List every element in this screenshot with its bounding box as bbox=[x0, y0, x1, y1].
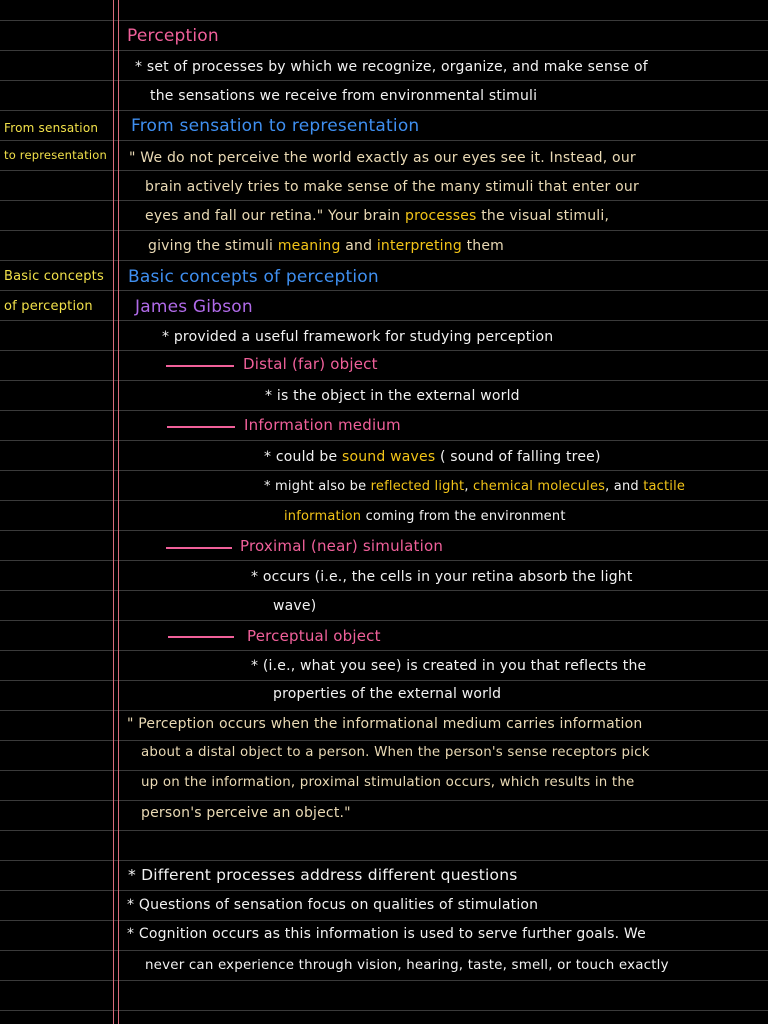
block-quote-line-1: " Perception occurs when the informational medium carries information bbox=[127, 716, 643, 732]
distal-note: * is the object in the external world bbox=[265, 388, 520, 404]
block-quote-line-4: person's perceive an object." bbox=[141, 805, 351, 821]
heading-perceptual-object: Perceptual object bbox=[247, 627, 381, 645]
text-run: * might also be bbox=[264, 479, 371, 494]
highlight-tactile: tactile bbox=[643, 479, 686, 494]
note-cognition-2: never can experience through vision, hearing, taste, smell, or touch exactly bbox=[145, 958, 669, 973]
heading-from-sensation: From sensation to representation bbox=[131, 116, 420, 136]
highlight-reflected-light: reflected light bbox=[370, 479, 465, 494]
quote-line-2: brain actively tries to make sense of the many stimuli that enter our bbox=[145, 179, 639, 195]
margin-line-right bbox=[118, 0, 119, 1024]
info-note-2 bbox=[264, 480, 685, 493]
block-quote-line-2: about a distal object to a person. When the person's sense receptors pick bbox=[141, 745, 650, 760]
text-run: , and bbox=[605, 479, 644, 494]
quote-line-4 bbox=[148, 239, 504, 253]
highlight-information: information bbox=[284, 509, 362, 524]
heading-information-medium: Information medium bbox=[244, 416, 401, 434]
sidebar-cue-from-sensation-2: to representation bbox=[4, 148, 107, 162]
text-run: , bbox=[464, 479, 474, 494]
highlight-chemical-molecules: chemical molecules bbox=[473, 479, 606, 494]
heading-basic-concepts: Basic concepts of perception bbox=[128, 267, 379, 287]
info-note-3 bbox=[284, 510, 566, 523]
text-run: eyes and fall our retina." Your brain bbox=[145, 208, 406, 224]
dash-line bbox=[168, 636, 234, 638]
definition-line-1: * set of processes by which we recognize, organize, and make sense of bbox=[135, 59, 648, 75]
info-note-1 bbox=[264, 450, 601, 464]
perceptual-note-2: properties of the external world bbox=[273, 686, 502, 702]
text-run: giving the stimuli bbox=[148, 238, 278, 254]
heading-distal-object: Distal (far) object bbox=[243, 355, 378, 373]
highlight-interpreting: interpreting bbox=[376, 238, 462, 254]
gibson-note: * provided a useful framework for studying perception bbox=[162, 329, 554, 345]
note-questions-sensation: * Questions of sensation focus on qualities of stimulation bbox=[127, 897, 539, 913]
sidebar-cue-basic-concepts-1: Basic concepts bbox=[4, 269, 104, 284]
text-run: the visual stimuli, bbox=[476, 208, 610, 224]
proximal-note-2: wave) bbox=[273, 598, 317, 614]
dash-line bbox=[167, 426, 235, 428]
dash-line bbox=[166, 365, 234, 367]
note-different-processes: * Different processes address different questions bbox=[128, 866, 518, 884]
text-run: and bbox=[340, 238, 377, 254]
definition-line-2: the sensations we receive from environmental stimuli bbox=[150, 88, 538, 104]
margin-line-left bbox=[113, 0, 114, 1024]
heading-proximal-simulation: Proximal (near) simulation bbox=[240, 537, 444, 555]
heading-perception: Perception bbox=[127, 26, 219, 46]
highlight-meaning: meaning bbox=[277, 238, 341, 254]
proximal-note-1: * occurs (i.e., the cells in your retina absorb the light bbox=[251, 569, 633, 585]
highlight-processes: processes bbox=[405, 208, 477, 224]
text-run: * could be bbox=[264, 449, 342, 465]
text-run: them bbox=[461, 238, 505, 254]
perceptual-note-1: * (i.e., what you see) is created in you that reflects the bbox=[251, 658, 647, 674]
heading-james-gibson: James Gibson bbox=[135, 297, 253, 317]
dash-line bbox=[166, 547, 232, 549]
sidebar-cue-from-sensation-1: From sensation bbox=[4, 121, 99, 135]
block-quote-line-3: up on the information, proximal stimulation occurs, which results in the bbox=[141, 775, 635, 790]
text-run: coming from the environment bbox=[361, 509, 566, 524]
note-cognition-1: * Cognition occurs as this information is used to serve further goals. We bbox=[127, 926, 646, 942]
quote-line-3 bbox=[145, 209, 609, 223]
text-run: ( sound of falling tree) bbox=[435, 449, 601, 465]
highlight-sound-waves: sound waves bbox=[341, 449, 436, 465]
quote-line-1: " We do not perceive the world exactly as our eyes see it. Instead, our bbox=[129, 150, 636, 166]
sidebar-cue-basic-concepts-2: of perception bbox=[4, 299, 93, 314]
